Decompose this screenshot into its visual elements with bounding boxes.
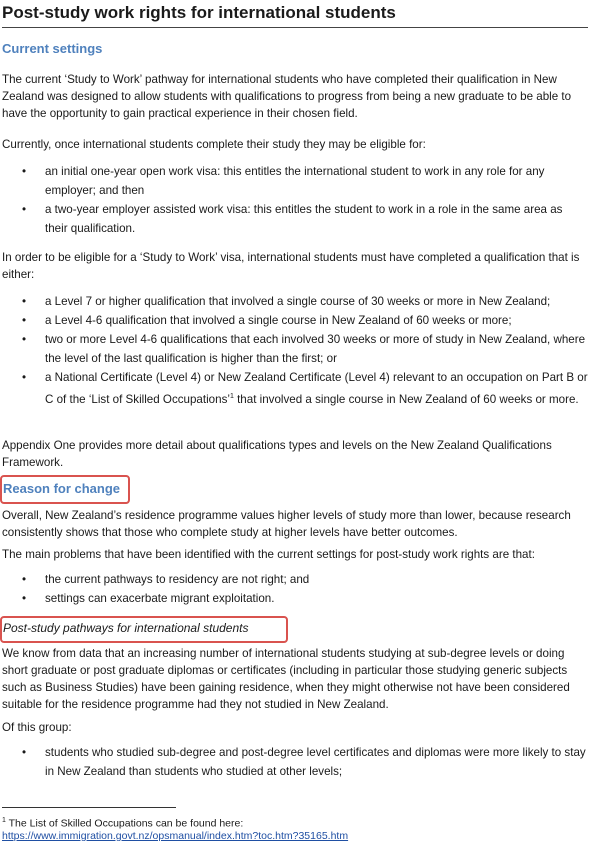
heading-post-study-pathways: Post-study pathways for international students — [3, 621, 249, 635]
list-item-level-7: a Level 7 or higher qualification that involved a single course of 30 weeks or more in New Zealand; — [45, 295, 551, 308]
bullet-marker: • — [22, 573, 27, 586]
paragraph-eligible-for: Currently, once international students complete their study they may be eligible for: — [2, 138, 426, 151]
bullet-marker: • — [22, 333, 27, 346]
heading-reason-for-change: Reason for change — [3, 481, 121, 496]
footnote-link[interactable]: https://www.immigration.govt.nz/opsmanual/index.htm?toc.htm?35165.htm — [2, 830, 349, 842]
page-title: Post-study work rights for international students — [2, 2, 588, 28]
list-item-national-certificate-tail: that involved a single course in New Zealand of 60 weeks or more. — [233, 392, 579, 406]
paragraph-data-findings: We know from data that an increasing number of international students studying at sub-degree levels or doing short graduate or post graduate diplomas or certificates (including in particular those studying generic subjects such as Business Studies) have been gaining residence, when they might otherwise not have been considered suitable for the residence programme had they not studied in New Zealand. — [2, 647, 570, 711]
paragraph-main-problems: The main problems that have been identified with the current settings for post-study work rights are that: — [2, 548, 535, 561]
list-item-sub-degree-students: students who studied sub-degree and post-degree level certificates and diplomas were more likely to stay in New Zealand than students who studied at other levels; — [45, 746, 586, 778]
list-item-national-certificate-text: a National Certificate (Level 4) or New Zealand Certificate (Level 4) relevant to an occupation on Part B or C of the ‘List of Skilled Occupations’ — [45, 371, 588, 406]
bullet-marker: • — [22, 165, 27, 178]
bullet-marker: • — [22, 592, 27, 605]
list-item-national-certificate — [45, 368, 588, 409]
bullet-marker: • — [22, 746, 27, 759]
paragraph-study-to-work: The current ‘Study to Work’ pathway for international students who have completed their qualification in New Zealand was designed to allow students with qualifications to progress from being a new graduate to be able to have the opportunity to gain practical experience in their chosen field. — [2, 73, 572, 120]
footnote-label: The List of Skilled Occupations can be found here: — [5, 817, 244, 830]
bullet-marker: • — [22, 314, 27, 327]
bullet-marker: • — [22, 371, 27, 384]
list-item-employer-assisted-visa: a two-year employer assisted work visa: this entitles the student to work in a role in the same area as their qualification. — [45, 203, 563, 235]
paragraph-of-this-group: Of this group: — [2, 721, 72, 734]
footnote-link-line — [2, 829, 348, 843]
footnote-number: 1 — [2, 817, 6, 824]
list-item-pathways-not-right: the current pathways to residency are not right; and — [45, 573, 310, 586]
paragraph-eligibility-requirements: In order to be eligible for a ‘Study to Work’ visa, international students must have completed a qualification that is either: — [2, 251, 580, 281]
list-item-open-work-visa: an initial one-year open work visa: this entitles the international student to work in any role for any employer; and then — [45, 165, 545, 197]
footnote-reference[interactable]: 1 — [229, 393, 234, 400]
list-item-migrant-exploitation: settings can exacerbate migrant exploitation. — [45, 592, 275, 605]
paragraph-appendix: Appendix One provides more detail about qualifications types and levels on the New Zealand Qualifications Framework. — [2, 439, 552, 469]
bullet-marker: • — [22, 295, 27, 308]
paragraph-residence-programme: Overall, New Zealand’s residence programme values higher levels of study more than lower, because research consistently shows that those who complete study at higher levels have better outcomes. — [2, 509, 571, 539]
footnote-divider — [2, 807, 176, 808]
list-item-level-4-6: a Level 4-6 qualification that involved a single course in New Zealand of 60 weeks or more; — [45, 314, 512, 327]
bullet-marker: • — [22, 203, 27, 216]
list-item-multiple-qualifications: two or more Level 4-6 qualifications that each involved 30 weeks or more of study in New Zealand, where the level of the last qualification is higher than the first; or — [45, 333, 586, 365]
heading-current-settings: Current settings — [2, 41, 103, 56]
